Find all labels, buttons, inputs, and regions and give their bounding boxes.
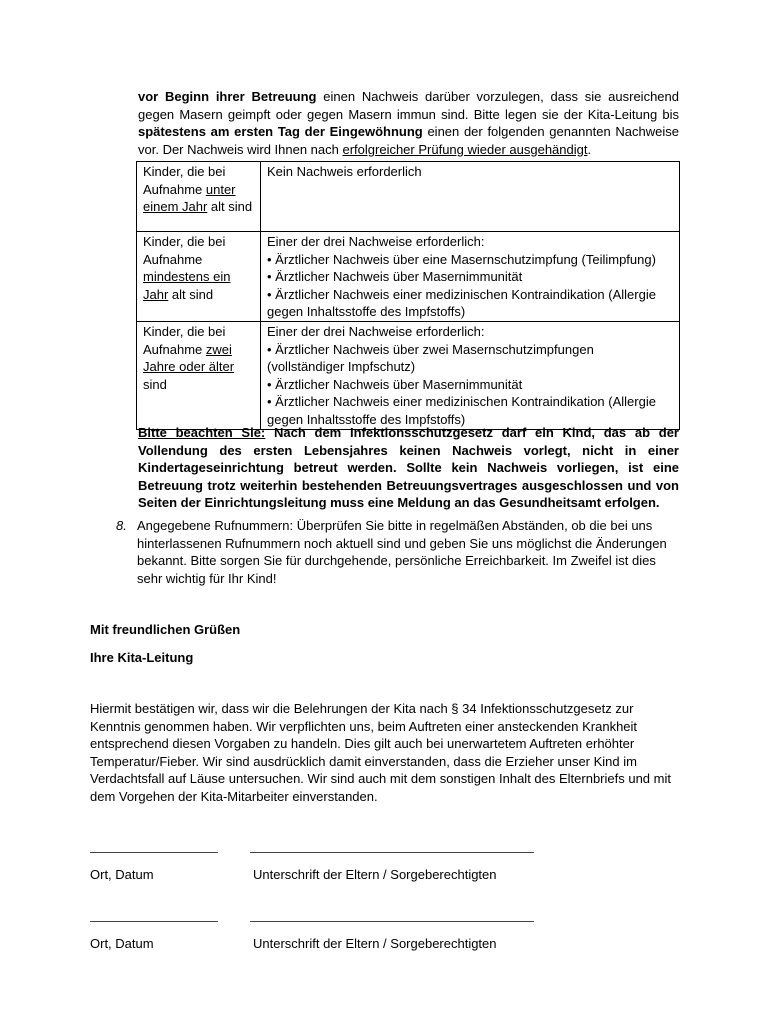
closing-greeting: Mit freundlichen Grüßen [90,622,241,637]
note-text: Nach dem Infektionsschutzgesetz darf ein Kind, das ab der Vollendung des ersten Lebensjahres keinen Nachweis vorlegt, nicht in einer Kindertageseinrichtung betreut werden. Sollte kein Nachweis vorliegen, ist eine Betreuung trotz weiterhin bestehenden Betreuungsvertrages ausgeschlossen und von Seiten der Einrichtungsleitung muss eine Meldung an das Gesundheitsamt erfolgen. [138,425,679,511]
age-text: alt sind [168,286,214,302]
place-date-line[interactable] [90,852,218,853]
age-underlined: mindestens ein Jahr [143,269,231,302]
requirement-text: Kein Nachweis erforderlich [267,164,422,179]
requirement-item: • Ärztlicher Nachweis einer medizinischen Kontraindikation (Allergie gegen Inhaltsstoffe des Impfstoffs) [267,394,656,427]
requirement-cell [261,321,680,429]
closing-signature: Ihre Kita-Leitung [90,650,194,665]
signature-label: Unterschrift der Eltern / Sorgeberechtigten [253,867,497,882]
note-label: Bitte beachten Sie: [138,425,266,440]
place-date-label: Ort, Datum [90,936,154,951]
requirement-item: • Ärztlicher Nachweis über Masernimmunität [267,269,523,285]
requirement-cell [261,162,680,232]
age-underlined: unter einem Jahr [143,181,236,215]
age-group-cell [137,321,261,429]
age-text: Kinder, die bei Aufnahme [143,164,226,197]
intro-text-1: einen Nachweis darüber vorzulegen, dass sie ausreichend gegen Masern geimpft oder gegen Masern immun sind. Bitte legen sie der Kita-Leitung bis [138,89,679,122]
requirement-item: • Ärztlicher Nachweis einer medizinischen Kontraindikation (Allergie gegen Inhaltsstoffe des Impfstoffs) [267,286,656,320]
age-group-cell [137,162,261,232]
age-text: Kinder, die bei Aufnahme [143,234,226,267]
intro-underlined: erfolgreicher Prüfung wieder ausgehändigt [342,141,588,157]
requirement-item: • Ärztlicher Nachweis über Masernimmunität [267,376,523,392]
table-row [137,162,680,232]
age-underlined: zwei Jahre oder älter [143,341,235,375]
requirement-intro: Einer der drei Nachweise erforderlich: [267,323,485,339]
list-item-text: Angegebene Rufnummern: Überprüfen Sie bitte in regelmäßen Abständen, ob die bei uns hinterlassenen Rufnummern noch aktuell sind und geben Sie uns möglichst die Änderungen bekannt. Bitte sorgen Sie für durchgehende, persönliche Erreichbarkeit. Im Zweifel ist dies sehr wichtig für Ihr Kind! [137,518,667,586]
vaccination-requirements-table [136,161,680,430]
intro-text-3: . [587,141,592,157]
requirement-intro: Einer der drei Nachweise erforderlich: [267,234,485,249]
place-date-line[interactable] [90,921,218,922]
list-item-phone-numbers [116,517,681,587]
confirmation-paragraph: Hiermit bestätigen wir, dass wir die Belehrungen der Kita nach § 34 Infektionsschutzgesetz zur Kenntnis genommen haben. Wir verpflichten uns, beim Auftreten einer ansteckenden Krankheit entsprechend diesen Vorgaben zu handeln. Dies gilt auch bei unerwartetem Auftreten erhöhter Temperatur/Fieber. Wir sind ausdrücklich damit einverstanden, dass die Erzieher unser Kind im Verdachtsfall auf Läuse untersuchen. Wir sind auch mit dem sonstigen Inhalt des Elternbriefs und mit dem Vorgehen der Kita-Mitarbeiter einverstanden. [90,701,671,804]
requirement-cell [261,232,680,322]
intro-bold-start: vor Beginn ihrer Betreuung [138,89,317,104]
age-text: alt sind [207,199,253,215]
intro-bold-deadline: spätestens am ersten Tag der Eingewöhnung [138,124,423,140]
parent-signature-line[interactable] [250,852,534,853]
intro-paragraph [138,88,679,158]
age-text: Kinder, die bei Aufnahme [143,323,226,357]
requirement-item: • Ärztlicher Nachweis über eine Masernschutzimpfung (Teilimpfung) [267,251,656,267]
place-date-label: Ort, Datum [90,867,154,882]
age-group-cell [137,232,261,322]
important-note [138,424,679,512]
requirement-item: • Ärztlicher Nachweis über zwei Masernschutzimpfungen (vollständiger Impfschutz) [267,341,594,375]
age-text: sind [143,376,167,392]
intro-text-2: einen der folgenden genannten Nachweise vor. Der Nachweis wird Ihnen nach [138,124,679,157]
list-item-number: 8. [116,518,127,533]
table-row [137,321,680,429]
table-row [137,232,680,322]
signature-label: Unterschrift der Eltern / Sorgeberechtigten [253,936,497,951]
parent-signature-line[interactable] [250,921,534,922]
